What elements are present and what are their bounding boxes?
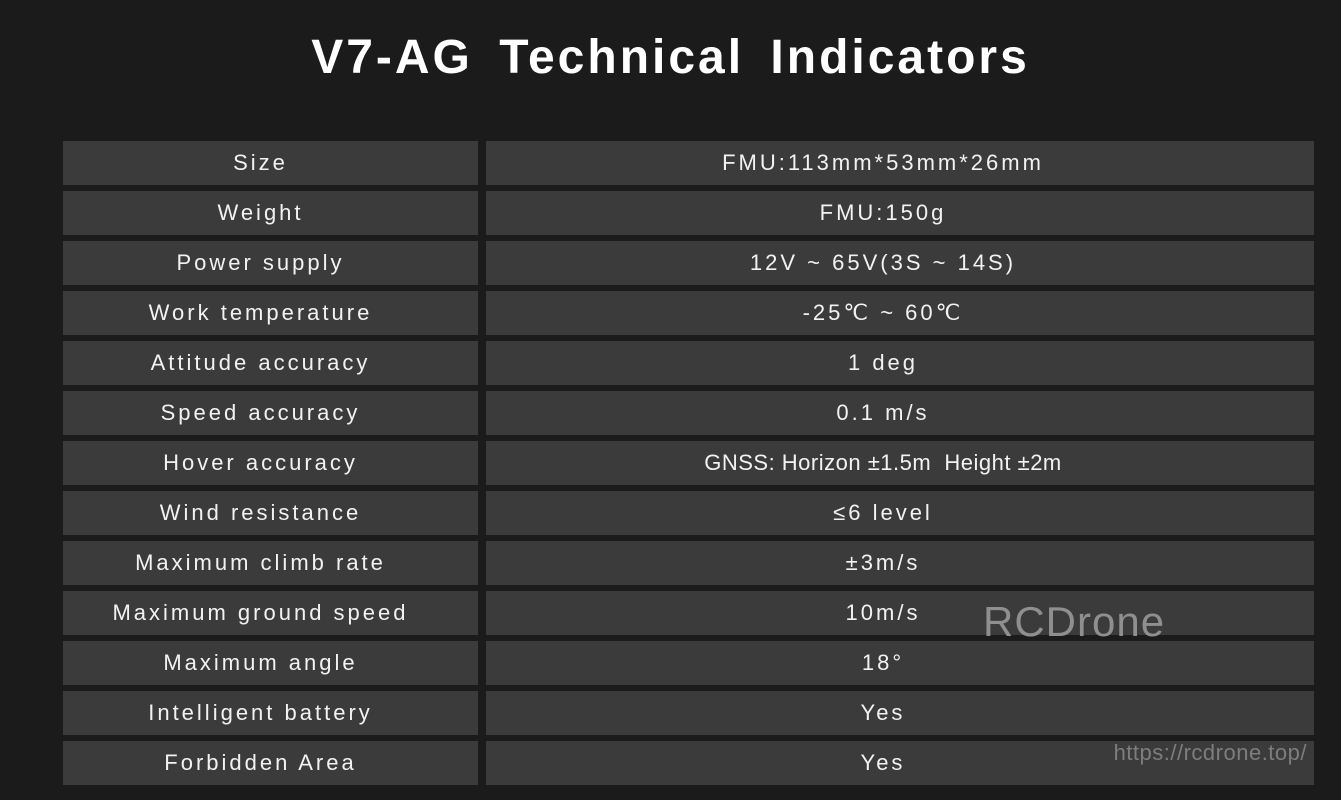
- spec-label-forbidden-area: Forbidden Area: [63, 741, 478, 785]
- spec-value-maximum-climb-rate: ±3m/s: [486, 541, 1314, 585]
- spec-value-weight: FMU:150g: [486, 191, 1314, 235]
- spec-label-wind-resistance: Wind resistance: [63, 491, 478, 535]
- spec-value-wind-resistance: ≤6 level: [486, 491, 1314, 535]
- spec-label-size: Size: [63, 141, 478, 185]
- spec-value-forbidden-area: Yes: [486, 741, 1314, 785]
- spec-value-speed-accuracy: 0.1 m/s: [486, 391, 1314, 435]
- spec-value-work-temperature: -25℃ ~ 60℃: [486, 291, 1314, 335]
- spec-value-power-supply: 12V ~ 65V(3S ~ 14S): [486, 241, 1314, 285]
- spec-value-maximum-ground-speed: 10m/s: [486, 591, 1314, 635]
- spec-label-maximum-angle: Maximum angle: [63, 641, 478, 685]
- url-watermark: https://rcdrone.top/: [1113, 740, 1307, 765]
- spec-label-attitude-accuracy: Attitude accuracy: [63, 341, 478, 385]
- spec-label-hover-accuracy: Hover accuracy: [63, 441, 478, 485]
- spec-label-maximum-ground-speed: Maximum ground speed: [63, 591, 478, 635]
- spec-label-speed-accuracy: Speed accuracy: [63, 391, 478, 435]
- spec-label-maximum-climb-rate: Maximum climb rate: [63, 541, 478, 585]
- brand-watermark: RCDrone: [983, 598, 1166, 645]
- spec-value-attitude-accuracy: 1 deg: [486, 341, 1314, 385]
- spec-label-work-temperature: Work temperature: [63, 291, 478, 335]
- spec-label-weight: Weight: [63, 191, 478, 235]
- page-title: V7-AG Technical Indicators: [311, 31, 1030, 84]
- spec-table: [63, 141, 1314, 785]
- spec-value-maximum-angle: 18°: [486, 641, 1314, 685]
- spec-label-intelligent-battery: Intelligent battery: [63, 691, 478, 735]
- spec-value-hover-accuracy: GNSS: Horizon ±1.5m Height ±2m: [486, 441, 1314, 485]
- spec-label-power-supply: Power supply: [63, 241, 478, 285]
- spec-value-intelligent-battery: Yes: [486, 691, 1314, 735]
- spec-value-size: FMU:113mm*53mm*26mm: [486, 141, 1314, 185]
